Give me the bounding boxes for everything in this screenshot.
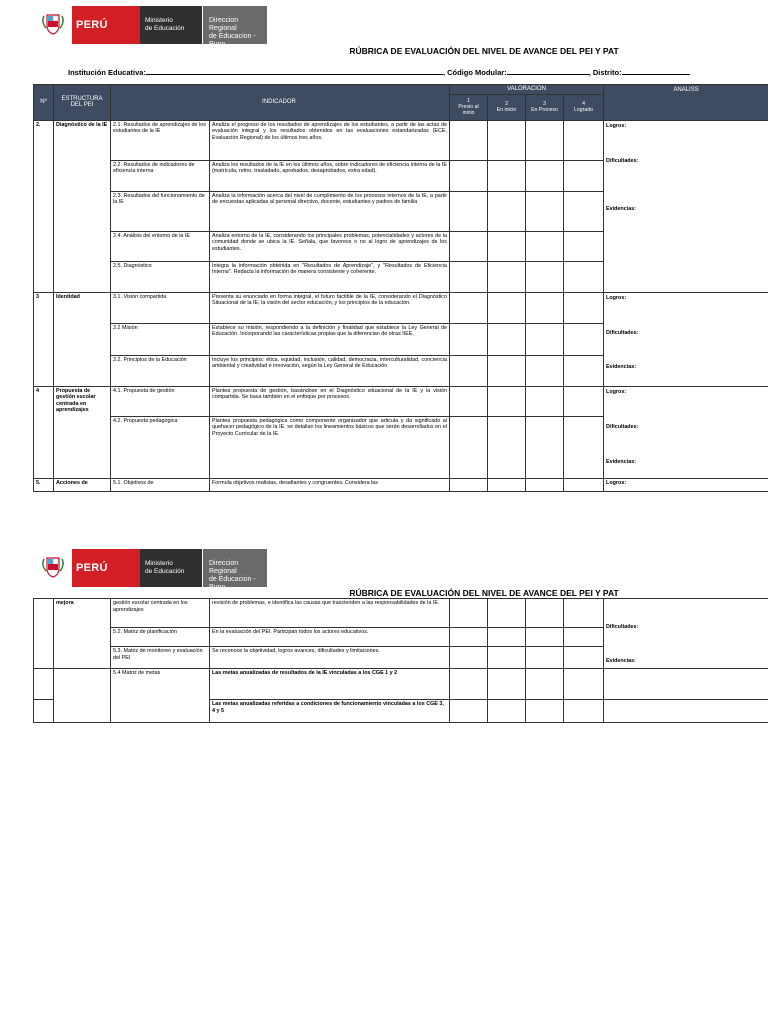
sub-item: 5.4 Matriz de metas [111,669,210,700]
direccion-label: Direccion Regional de Educacion - Puno [202,549,267,587]
sub-item: 2.4. Análisis del entorno de la IE [111,231,210,261]
section-num: 5. [34,478,54,491]
rating-cell[interactable] [450,160,488,191]
indicator-text: Se reconoce la objetividad, logros avances, dificultades y limitaciones. [210,647,450,669]
rating-cell[interactable] [564,160,604,191]
rating-cell[interactable] [488,231,526,261]
rating-cell[interactable] [526,628,564,647]
dificultades-label: Dificultades: [606,423,639,430]
sub-item: 5.3. Matriz de monitoreo y evaluación del PEI [111,647,210,669]
section-name [54,669,111,700]
section-name: Identidad [54,292,111,386]
indicator-text: Formula objetivos realistas, desafiantes y congruentes. Considera las [210,478,450,491]
page-title: RÚBRICA DE EVALUACIÓN DEL NIVEL DE AVANCE DEL PEI Y PAT [349,588,619,598]
sub-item: 3.1. Visión compartida [111,292,210,323]
analysis-cell[interactable] [604,120,768,292]
indicator-text: Presenta su enunciado en forma integral, el futuro factible de la IE, considerando el Diagnóstico Situacional de la IE, la visión del sector educación, y los principios de la educación. [210,292,450,323]
rating-cell[interactable] [450,669,488,700]
rating-cell[interactable] [526,323,564,355]
indicator-text: Incluye los principios: ética, equidad, inclusión, calidad, democracia, interculturalidad, conciencia ambiental y creatividad e innovación, según la Ley General de Educación [210,355,450,386]
rating-cell[interactable] [488,628,526,647]
rating-cell[interactable] [526,231,564,261]
indicator-text: Analiza el progreso de los resultados de aprendizajes de los estudiantes, a partir de las actas de evaluación integral y los resultados obtenidos en las evaluaciones estandarizadas (ECE, Evaluación Regional) de los últimos tres años. [210,120,450,160]
sub-item: gestión escolar centrada en los aprendizajes [111,599,210,628]
page-title: RÚBRICA DE EVALUACIÓN DEL NIVEL DE AVANCE DEL PEI Y PAT [349,46,619,56]
rating-cell[interactable] [526,416,564,478]
indicator-text: Plantea propuesta pedagógica como componente organizador que articula y da significado al quehacer pedagógico de la IE. se detallan los lineamientos básicos que serán desarrollados en el Proyecto Curricular de la IE. [210,416,450,478]
analysis-cell[interactable] [604,386,768,478]
rating-cell[interactable] [450,261,488,292]
rating-cell[interactable] [564,231,604,261]
table-row [34,386,768,416]
rating-cell[interactable] [564,647,604,669]
section-name: Acciones de [54,478,111,491]
rating-cell[interactable] [450,355,488,386]
rating-cell[interactable] [564,628,604,647]
rating-cell[interactable] [526,386,564,416]
rating-cell[interactable] [488,416,526,478]
evidencias-label: Evidencias: [606,458,637,465]
rating-cell[interactable] [564,599,604,628]
section-name [54,700,111,723]
rating-cell[interactable] [488,647,526,669]
rating-cell[interactable] [450,416,488,478]
rating-cell[interactable] [450,323,488,355]
indicator-text: Establece su misión, respondiendo a la definición y finalidad que establece la Ley General de Educación. Incorporando las características propias que la diferencian de otras IIEE. [210,323,450,355]
table-row [34,292,768,323]
rating-cell[interactable] [488,292,526,323]
sub-item: 3.2 Misión [111,323,210,355]
rating-cell[interactable] [564,292,604,323]
sub-item: 2.2. Resultados de indicadores de eficiencia interna [111,160,210,191]
rating-cell[interactable] [450,292,488,323]
sub-item: 3.2. Principios de la Educación [111,355,210,386]
codigo-label: , Código Modular: [442,68,507,77]
header-v4: 4 Logrado [564,94,604,120]
header-num: Nº [34,85,54,121]
table-row [34,478,768,491]
analysis-cell[interactable] [604,599,768,669]
rating-cell[interactable] [526,355,564,386]
dificultades-label: Dificultades: [606,157,639,164]
rating-cell[interactable] [488,160,526,191]
sub-item: 5.1. Objetivos de [111,478,210,491]
rating-cell[interactable] [450,120,488,160]
analysis-cell[interactable] [604,292,768,386]
rating-cell[interactable] [488,355,526,386]
indicator-text: Las metas anualizadas referidas a condiciones de funcionamiento vinculadas a los CGE 3, 4 y 5 [210,700,450,723]
peru-shield-icon [38,549,72,587]
header-valoracion: VALORACIÓN [450,85,604,95]
rating-cell[interactable] [488,700,526,723]
institution-form-line [68,66,690,77]
section-name: Propuesta de gestión escolar centrada en aprendizajes [54,386,111,478]
rating-cell[interactable] [564,191,604,231]
codigo-field[interactable] [507,66,589,75]
rating-cell[interactable] [488,120,526,160]
rating-cell[interactable] [526,647,564,669]
rubric-table-page1 [33,84,768,492]
rating-cell[interactable] [526,669,564,700]
logros-label: Logros: [606,388,627,395]
rating-cell[interactable] [526,478,564,491]
table-row [34,700,768,723]
rating-cell[interactable] [488,669,526,700]
direccion-label: Direccion Regional de Educacion - Puno [202,6,267,44]
rating-cell[interactable] [526,700,564,723]
rating-cell[interactable] [564,700,604,723]
rating-cell[interactable] [488,386,526,416]
rating-cell[interactable] [564,323,604,355]
sub-item: 4.1. Propuesta de gestión [111,386,210,416]
section-num: 4 [34,386,54,478]
indicator-text: Las metas anualizadas de resultados de la IE vinculadas a los CGE 1 y 2 [210,669,450,700]
ministerio-label: Ministerio de Educación [140,549,202,587]
rating-cell[interactable] [450,191,488,231]
peru-label: PERÚ [76,562,108,574]
evidencias-label: Evidencias: [606,658,636,664]
evidencias-label: Evidencias: [606,363,637,370]
rating-cell[interactable] [526,292,564,323]
header-v1: 1 Previo al inicio [450,94,488,120]
header-v2: 2 En inicio [488,94,526,120]
logros-label: Logros: [606,294,627,301]
sub-item: 2.1. Resultados de aprendizajes de los estudiantes de la IE [111,120,210,160]
indicator-text: Integra la información obtenida en "Resultados de Aprendizaje", y "Resultados de Eficiencia Interna". Redacta la información de manera consistente y coherente. [210,261,450,292]
section-name: Diagnóstico de la IE [54,120,111,292]
rating-cell[interactable] [450,386,488,416]
dificultades-label: Dificultades: [606,329,639,336]
rating-cell[interactable] [488,599,526,628]
section-num [34,669,54,700]
section-num [34,599,54,669]
rating-cell[interactable] [564,669,604,700]
rating-cell[interactable] [564,416,604,478]
minedu-logo [38,6,267,48]
rating-cell[interactable] [450,231,488,261]
section-num: 3 [34,292,54,386]
distrito-label: , Distrito: [588,68,622,77]
header-v3: 3 En Proceso [526,94,564,120]
rating-cell[interactable] [450,700,488,723]
analysis-cell[interactable] [604,478,768,491]
rubric-table-page2 [33,598,768,723]
rating-cell[interactable] [564,386,604,416]
rating-cell[interactable] [526,120,564,160]
rating-cell[interactable] [564,478,604,491]
indicator-text: Analiza entorno de la IE, considerando los principales problemas, potencialidades y actores de la comunidad donde se ubica la IE. Señala, que favorece o no al logro de aprendizajes de los estudiantes. [210,231,450,261]
institucion-field[interactable] [146,66,443,75]
rating-cell[interactable] [526,191,564,231]
peru-label: PERÚ [76,19,108,31]
evidencias-label: Evidencias: [606,205,637,212]
rating-cell[interactable] [526,160,564,191]
header-analisis: ANALISS [604,85,768,121]
indicator-text: Analiza la información acerca del nivel de cumplimiento de los procesos internos de la IE, a partir de encuestas aplicadas al personal directivo, docente, estudiantes y padres de familia [210,191,450,231]
table-row [34,120,768,160]
section-num [34,700,54,723]
ministerio-label: Ministerio de Educación [140,6,202,44]
sub-item [111,700,210,723]
rating-cell[interactable] [488,478,526,491]
rating-cell[interactable] [526,599,564,628]
rating-cell[interactable] [564,120,604,160]
rating-cell[interactable] [450,628,488,647]
rating-cell[interactable] [488,191,526,231]
rating-cell[interactable] [488,261,526,292]
header-estructura: ESTRUCTURA DEL PEI [54,85,111,121]
dificultades-label: Dificultades: [606,624,639,630]
indicator-text: Analiza los resultados de la IE en los últimos años, sobre indicadores de eficiencia interna de la IE (matrícula, retiro, trasladado, aprobados, desaprobados, extra edad). [210,160,450,191]
rating-cell[interactable] [450,599,488,628]
sub-item: 2.5. Diagnóstico [111,261,210,292]
rating-cell[interactable] [564,355,604,386]
sub-item: 5.2. Matriz de planificación [111,628,210,647]
indicator-text: En la evaluación del PEI. Participan todos los actores educativos. [210,628,450,647]
logros-label: Logros: [606,122,627,129]
peru-shield-icon [38,6,72,44]
rating-cell[interactable] [450,647,488,669]
rating-cell[interactable] [488,323,526,355]
table-row [34,599,768,628]
minedu-logo [38,549,267,591]
rating-cell[interactable] [450,478,488,491]
indicator-text: revisión de problemas, e identifica las causas que trascienden a las responsabilidades de la IE. [210,599,450,628]
analysis-cell[interactable] [604,700,768,723]
institucion-label: Institución Educativa: [68,68,146,77]
analysis-cell[interactable] [604,669,768,700]
indicator-text: Plantea propuesta de gestión, basándose en el Diagnóstico situacional de la IE y la visión compartida. Se basa también en el enfoque por procesos. [210,386,450,416]
header-indicador: INDICADOR [111,85,450,121]
sub-item: 2.3. Resultados del funcionamiento de la IE [111,191,210,231]
sub-item: 4.2. Propuesta pedagógica [111,416,210,478]
distrito-field[interactable] [622,66,690,75]
logros-label: Logros: [606,479,627,486]
section-num: 2. [34,120,54,292]
table-row [34,669,768,700]
rating-cell[interactable] [564,261,604,292]
section-name: mejora [54,599,111,669]
rating-cell[interactable] [526,261,564,292]
